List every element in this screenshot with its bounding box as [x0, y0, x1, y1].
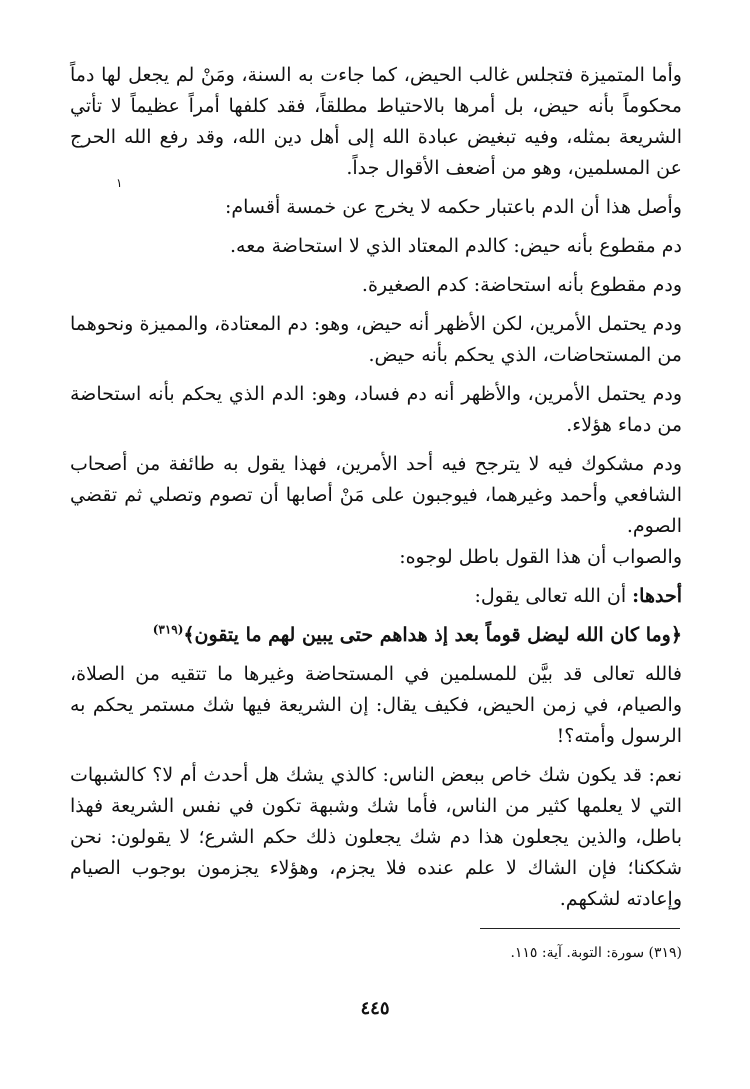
first-reason-text: أن الله تعالى يقول: [474, 585, 633, 607]
footnote: (٣١٩) سورة: التوبة. آية: ١١٥. [510, 945, 682, 961]
paragraph-1: وأما المتميزة فتجلس غالب الحيض، كما جاءت به السنة، ومَنْ لم يجعل لها دماً محكوماً بأنه حيض، بل أمرها بالاحتياط مطلقاً، فقد كلفها أمراً عظيماً لا تأتي الشريعة بمثله، وفيه تبغيض عبادة الله إلى أهل دين الله، وقد رفع الله الحرج عن المسلمين، وهو من أضعف الأقوال جداً. [70, 64, 682, 179]
paragraph-9: فالله تعالى قد بيَّن للمسلمين في المستحاضة وغيرها ما تتقيه من الصلاة، والصيام، في زمن الحيض، فكيف يقال: إن الشريعة فيها شك مستمر يحكم به الرسول وأمته؟! [70, 663, 682, 747]
stray-mark: ١ [116, 176, 123, 190]
paragraph-8: والصواب أن هذا القول باطل لوجوه: [399, 546, 682, 568]
quran-verse-text: ﴿وما كان الله ليضل قوماً بعد إذ هداهم حتى يبين لهم ما يتقون﴾ [183, 624, 682, 646]
first-reason-label: أحدها: [632, 585, 682, 607]
paragraph-2: وأصل هذا أن الدم باعتبار حكمه لا يخرج عن خمسة أقسام: [224, 196, 682, 218]
main-text [70, 60, 682, 923]
paragraph-7: ودم مشكوك فيه لا يترجح فيه أحد الأمرين، فهذا يقول به طائفة من أصحاب الشافعي وأحمد وغيرهما، فيوجبون على مَنْ أصابها أن تصوم وتصلي ثم تقضي الصوم. [70, 453, 682, 537]
paragraph-6: ودم يحتمل الأمرين، والأظهر أنه دم فساد، وهو: الدم الذي يحكم بأنه استحاضة من دماء هؤلاء. [70, 383, 682, 436]
footnote-reference: (٣١٩) [152, 622, 184, 637]
paragraph-5: ودم يحتمل الأمرين، لكن الأظهر أنه حيض، وهو: دم المعتادة، والمميزة ونحوهما من المستحاضات، الذي يحكم بأنه حيض. [70, 313, 682, 366]
paragraph-10: نعم: قد يكون شك خاص ببعض الناس: كالذي يشك هل أحدث أم لا؟ كالشبهات التي لا يعلمها كثير من الناس، فأما شك وشبهة تكون في نفس الشريعة فهذا باطل، والذين يجعلون هذا دم شك يجعلون ذلك حكم الشرع؛ لا يقولون: نحن شككنا؛ فإن الشاك لا علم عنده فلا يجزم، وهؤلاء يجزمون بوجوب الصيام وإعادته لشكهم. [70, 764, 682, 910]
first-reason [70, 581, 682, 612]
quran-verse [70, 620, 682, 651]
footnote-divider [480, 928, 680, 929]
paragraph-4: ودم مقطوع بأنه استحاضة: كدم الصغيرة. [361, 274, 682, 296]
page-number: ٤٤٥ [360, 998, 390, 1019]
paragraph-3: دم مقطوع بأنه حيض: كالدم المعتاد الذي لا استحاضة معه. [229, 235, 682, 257]
